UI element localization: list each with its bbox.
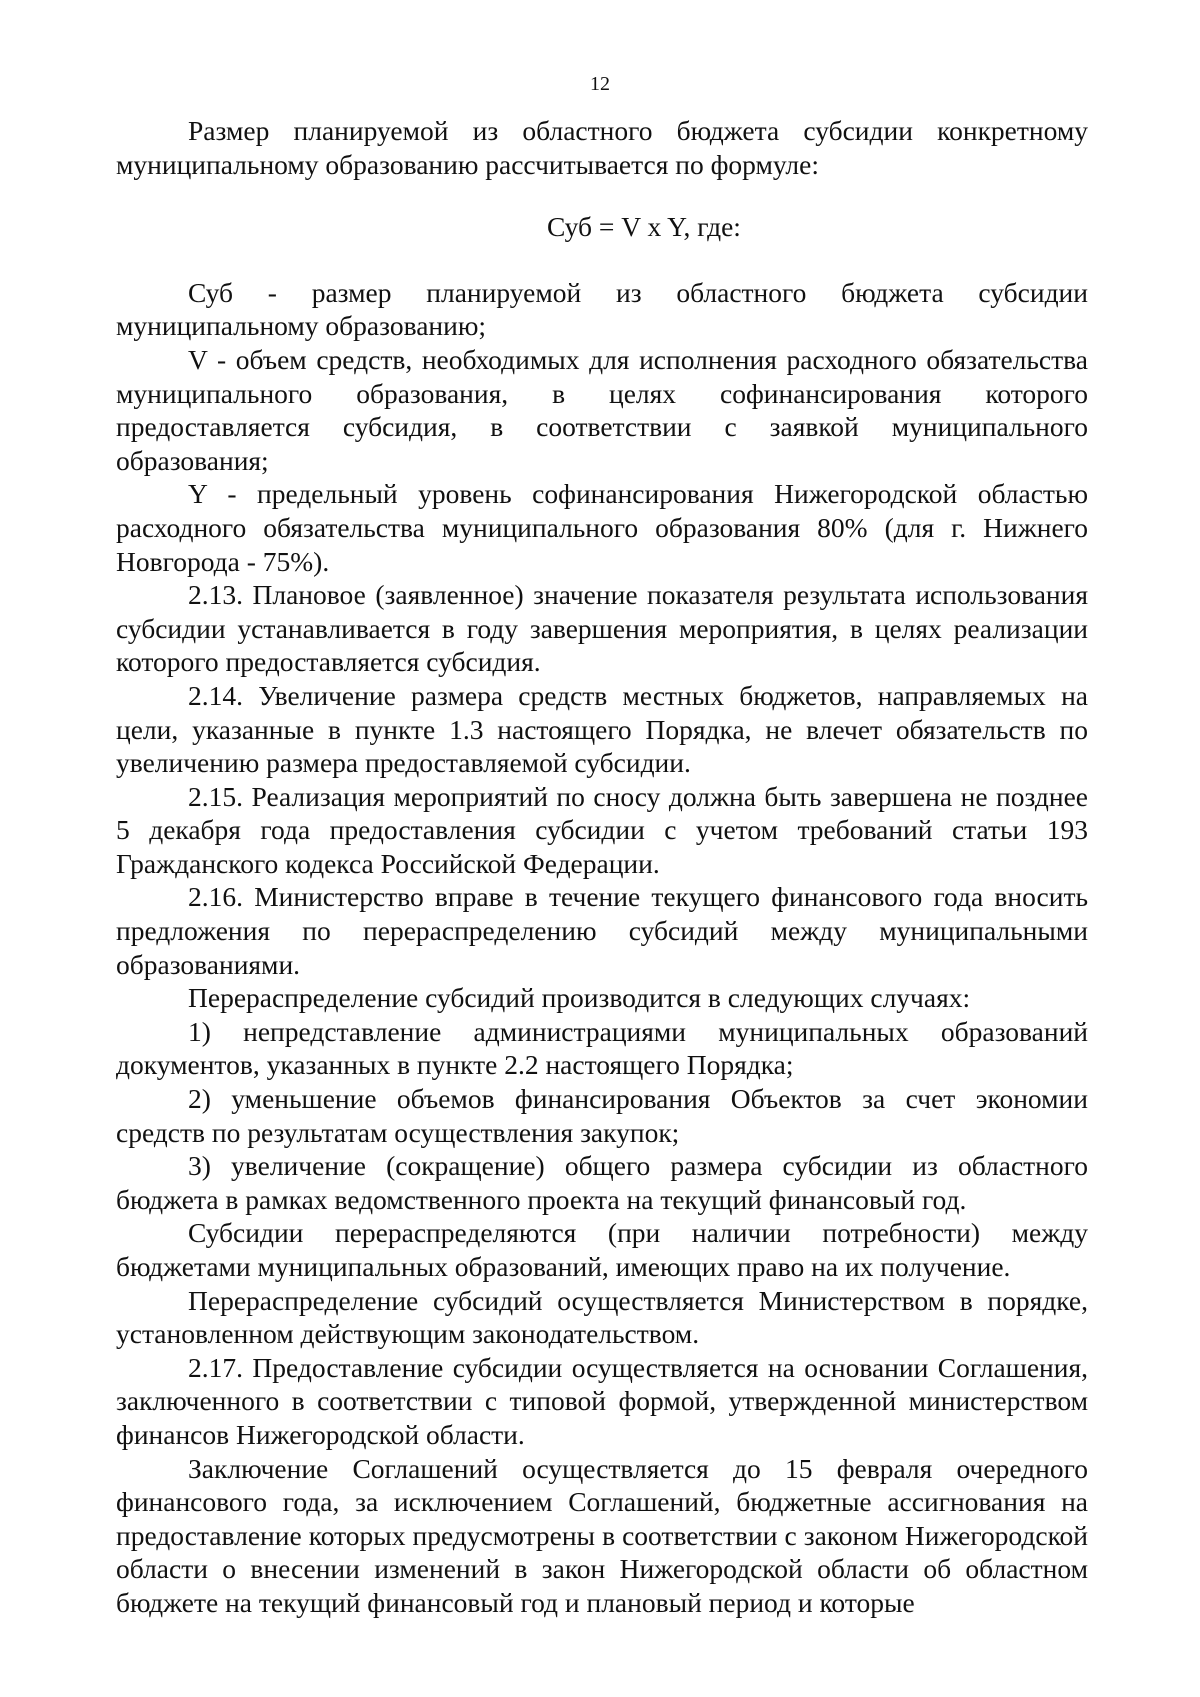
- clause-2-14: 2.14. Увеличение размера средств местных бюджетов, направляемых на цели, указанные в пункте 1.3 настоящего Порядка, не влечет обязательств по увеличению размера предоставляемой субсидии.: [116, 679, 1088, 779]
- redistribution-case-3: 3) увеличение (сокращение) общего размера субсидии из областного бюджета в рамках ведомственного проекта на текущий финансовый год.: [116, 1150, 1088, 1215]
- redistribution-between-budgets: Субсидии перераспределяются (при наличии потребности) между бюджетами муниципальных образований, имеющих право на их получение.: [116, 1217, 1088, 1282]
- page-number: 12: [590, 73, 610, 95]
- clause-2-15: 2.15. Реализация мероприятий по сносу должна быть завершена не позднее 5 декабря года предоставления субсидии с учетом требований статьи 193 Гражданского кодекса Российской Федерации.: [116, 780, 1088, 879]
- redistribution-cases-intro: Перераспределение субсидий производится в следующих случаях:: [188, 982, 971, 1014]
- subsidy-formula: Суб = V x Y, где:: [547, 211, 741, 243]
- clause-2-13: 2.13. Плановое (заявленное) значение показателя результата использования субсидии устанавливается в году завершения мероприятия, в целях реализации которого предоставляется субсидия.: [116, 579, 1088, 678]
- definition-v: V - объем средств, необходимых для исполнения расходного обязательства муниципального образования, в целях софинансирования которого предоставляется субсидия, в соответствии с заявкой муниципального образования;: [116, 343, 1088, 476]
- document-body: [116, 114, 1088, 1620]
- redistribution-case-2: 2) уменьшение объемов финансирования Объектов за счет экономии средств по результатам осуществления закупок;: [116, 1083, 1088, 1148]
- redistribution-procedure: Перераспределение субсидий осуществляется Министерством в порядке, установленном действующим законодательством.: [116, 1284, 1088, 1350]
- agreements-deadline-paragraph: Заключение Соглашений осуществляется до 15 февраля очередного финансового года, за исключением Соглашений, бюджетные ассигнования на предоставление которых предусмотрены в соответствии с законом Нижегородской области о внесении изменений в закон Нижегородской области об областном бюджете на текущий финансовый год и плановый период и которые: [116, 1452, 1088, 1618]
- formula-intro-paragraph: Размер планируемой из областного бюджета субсидии конкретному муниципальному образованию рассчитывается по формуле:: [116, 115, 1088, 180]
- definition-y: Y - предельный уровень софинансирования Нижегородской областью расходного обязательства муниципального образования 80% (для г. Нижнего Новгорода - 75%).: [116, 478, 1088, 577]
- clause-2-17: 2.17. Предоставление субсидии осуществляется на основании Соглашения, заключенного в соответствии с типовой формой, утвержденной министерством финансов Нижегородской области.: [116, 1351, 1088, 1450]
- definition-sub: Суб - размер планируемой из областного бюджета субсидии муниципальному образованию;: [116, 276, 1088, 342]
- clause-2-16: 2.16. Министерство вправе в течение текущего финансового года вносить предложения по перераспределению субсидий между муниципальными образованиями.: [116, 881, 1088, 980]
- redistribution-case-1: 1) непредставление администрациями муниципальных образований документов, указанных в пункте 2.2 настоящего Порядка;: [116, 1015, 1088, 1081]
